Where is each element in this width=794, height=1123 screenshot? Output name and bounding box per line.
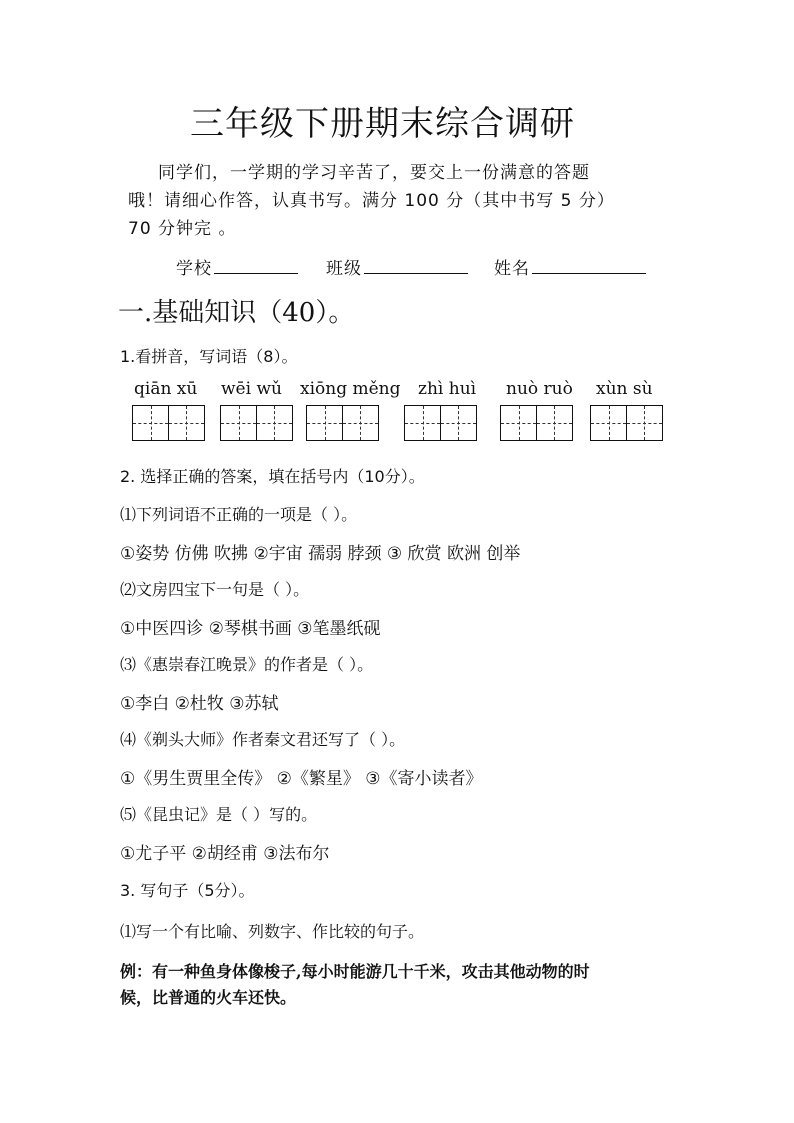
- class-field[interactable]: [326, 254, 468, 279]
- writing-cell[interactable]: [440, 405, 477, 441]
- name-field[interactable]: [494, 254, 646, 279]
- writing-cell[interactable]: [626, 405, 663, 441]
- q2-item-3-options: ①李白 ②杜牧 ③苏轼: [120, 694, 279, 714]
- q3-example-line-2: 候，比普通的火车还快。: [120, 988, 297, 1007]
- name-blank[interactable]: [532, 259, 646, 274]
- writing-cell[interactable]: [132, 405, 169, 441]
- q2-item-4-options: ①《男生贾里全传》 ②《繁星》 ③《寄小读者》: [120, 769, 483, 789]
- writing-cell[interactable]: [590, 405, 627, 441]
- writing-box-4[interactable]: [404, 405, 475, 441]
- pinyin-3: xiōng měng: [300, 379, 401, 399]
- name-label: 姓名: [494, 259, 530, 279]
- q2-item-2-question: ⑵文房四宝下一句是（ ）。: [120, 580, 310, 599]
- q2-item-2-options: ①中医四诊 ②琴棋书画 ③笔墨纸砚: [120, 619, 381, 639]
- pinyin-4: zhì huì: [418, 379, 477, 399]
- writing-cell[interactable]: [342, 405, 379, 441]
- q3-example-line-1: 例：有一种鱼身体像梭子,每小时能游几十千米，攻击其他动物的时: [120, 962, 590, 981]
- q2-item-3-question: ⑶《惠崇春江晚景》的作者是（ ）。: [120, 655, 374, 674]
- writing-cell[interactable]: [306, 405, 343, 441]
- q1-prompt: 1.看拼音，写词语（8）。: [120, 347, 298, 366]
- writing-box-5[interactable]: [500, 405, 571, 441]
- intro-line-3: 70 分钟完 。: [128, 219, 237, 239]
- q2-item-5-options: ①尤子平 ②胡经甫 ③法布尔: [120, 844, 330, 864]
- school-field[interactable]: [176, 254, 298, 279]
- class-label: 班级: [326, 259, 362, 279]
- writing-cell[interactable]: [220, 405, 257, 441]
- writing-cell[interactable]: [500, 405, 537, 441]
- writing-cell[interactable]: [168, 405, 205, 441]
- writing-box-2[interactable]: [220, 405, 291, 441]
- q2-item-4-question: ⑷《剃头大师》作者秦文君还写了（ ）。: [120, 730, 406, 749]
- school-blank[interactable]: [214, 259, 298, 274]
- page-title: 三年级下册期末综合调研: [190, 104, 575, 144]
- intro-line-2: 哦！请细心作答，认真书写。满分 100 分（其中书写 5 分）: [128, 191, 615, 211]
- writing-cell[interactable]: [256, 405, 293, 441]
- pinyin-1: qiān xū: [134, 379, 198, 399]
- school-label: 学校: [176, 259, 212, 279]
- writing-box-6[interactable]: [590, 405, 661, 441]
- pinyin-5: nuò ruò: [506, 379, 573, 399]
- class-blank[interactable]: [364, 259, 468, 274]
- q2-item-1-options: ①姿势 仿佛 吹拂 ②宇宙 孺弱 脖颈 ③ 欣赏 欧洲 创举: [120, 544, 521, 564]
- q3-prompt: 3. 写句子（5分）。: [120, 881, 255, 900]
- pinyin-2: wēi wǔ: [221, 379, 282, 399]
- q2-prompt: 2. 选择正确的答案，填在括号内（10分）。: [120, 467, 425, 486]
- intro-line-1: 同学们，一学期的学习辛苦了，要交上一份满意的答题: [158, 163, 590, 183]
- writing-cell[interactable]: [404, 405, 441, 441]
- writing-box-1[interactable]: [132, 405, 203, 441]
- writing-cell[interactable]: [536, 405, 573, 441]
- section1-heading: 一.基础知识（40）。: [118, 298, 355, 328]
- writing-box-3[interactable]: [306, 405, 377, 441]
- q2-item-1-question: ⑴下列词语不正确的一项是（ ）。: [120, 505, 358, 524]
- q3-sub1: ⑴写一个有比喻、列数字、作比较的句子。: [120, 922, 425, 941]
- q2-item-5-question: ⑸《昆虫记》是（ ）写的。: [120, 805, 318, 824]
- pinyin-6: xùn sù: [596, 379, 653, 399]
